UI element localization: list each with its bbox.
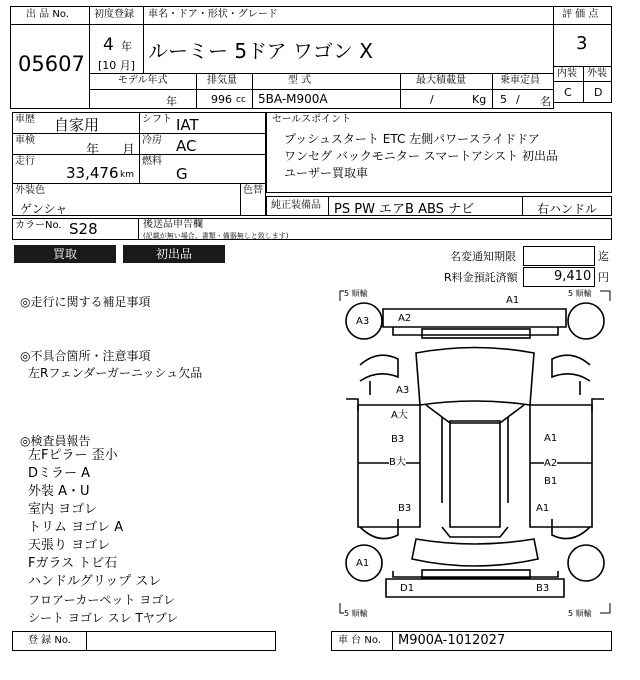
damage-mark: A1 (506, 295, 520, 306)
damage-mark: B1 (544, 476, 558, 487)
recycle-fee-label: R料金預託済額 (444, 271, 518, 284)
damage-mark: A3 (396, 385, 410, 396)
damage-mark: A3 (356, 316, 370, 327)
sales-points-label: セールスポイント (272, 114, 352, 125)
damage-mark: B大 (389, 457, 406, 468)
ac-label: 冷房 (142, 135, 162, 146)
first-registration-year: 4 (103, 35, 114, 55)
corner-label: 5 順輸 (344, 609, 368, 618)
displacement: 996 (211, 93, 232, 106)
inspection-year-unit: 年 (86, 143, 100, 158)
recycle-fee-value: 9,410 (554, 269, 592, 284)
inspection-month-unit: 月 (122, 143, 136, 158)
inspector-item: 左Fピラー 歪小 (28, 448, 118, 463)
color-number-label: カラーNo. (15, 220, 62, 231)
shift: IAT (176, 116, 199, 134)
max-load-label: 最大積載量 (416, 75, 466, 86)
aftermarket-label: 後送品申告欄 (143, 219, 203, 230)
damage-mark: B3 (391, 434, 405, 445)
color: ゲンシャ (20, 202, 68, 216)
mileage-unit: km (120, 170, 134, 180)
registration-number-label: 登 録 No. (28, 635, 71, 646)
exterior-grade: D (594, 86, 603, 99)
name-change-unit: 迄 (598, 250, 609, 263)
driving-notes-title: ◎走行に関する補足事項 (20, 295, 151, 309)
mileage: 33,476 (66, 164, 119, 182)
defects-title: ◎不具合箇所・注意事項 (20, 349, 151, 363)
inspector-item: 天張り ヨゴレ (28, 538, 111, 553)
inspector-item: 外装 A・U (28, 484, 90, 499)
damage-mark: A1 (356, 558, 370, 569)
lot-number: 05607 (18, 52, 85, 76)
damage-mark: D1 (400, 583, 415, 594)
buyback-badge: 買取 (14, 245, 116, 263)
usage: 自家用 (54, 116, 100, 134)
car-name-label: 車名・ドア・形状・グレード (148, 9, 278, 20)
inspector-item: Dミラー A (28, 466, 91, 481)
model-year-label: モデル年式 (118, 75, 168, 86)
inspector-item: フロアーカーペット ヨゴレ (28, 593, 176, 607)
damage-diagram (338, 287, 612, 627)
handle-side: 右ハンドル (537, 202, 598, 216)
fuel-label: 燃料 (142, 156, 162, 167)
score: 3 (576, 33, 588, 54)
sales-point-line: ユーザー買取車 (284, 166, 369, 180)
color-change-label: 色替 (243, 185, 263, 196)
usage-label: 車歴 (15, 114, 35, 125)
corner-label: 5 順輸 (568, 289, 592, 298)
inspector-title: ◎検査員報告 (20, 434, 91, 448)
interior-label: 内装 (557, 68, 577, 79)
color-number: S28 (69, 220, 98, 238)
corner-label: 5 順輸 (568, 609, 592, 618)
car-name: ルーミー 5ドア ワゴン X (148, 39, 373, 63)
inspector-item: 室内 ヨゴレ (28, 502, 98, 517)
displacement-label: 排気量 (207, 75, 237, 86)
score-label: 評 価 点 (562, 9, 599, 20)
capacity: 5 (500, 93, 507, 106)
model: 5BA-M900A (258, 92, 328, 106)
inspector-item: Fガラス トビ石 (28, 556, 118, 571)
lot-number-label: 出 品 No. (26, 9, 69, 20)
first-registration-year-unit: 年 (121, 40, 132, 53)
damage-mark: B3 (398, 503, 412, 514)
car-outline-svg (338, 287, 612, 627)
first-listing-badge: 初出品 (123, 245, 225, 263)
fuel: G (176, 165, 188, 183)
capacity-unit: 名 (540, 95, 551, 108)
max-load-unit: Kg (472, 93, 487, 106)
chassis-number: M900A-1012027 (398, 633, 506, 648)
damage-mark: A2 (544, 458, 558, 469)
color-label: 外装色 (15, 185, 45, 196)
damage-mark: B3 (536, 583, 550, 594)
corner-label: 5 順輸 (344, 289, 368, 298)
recycle-fee-unit: 円 (598, 271, 609, 284)
interior-grade: C (564, 86, 572, 99)
chassis-number-label: 車 台 No. (338, 635, 381, 646)
inspection-label: 車検 (15, 135, 35, 146)
defect-item: 左Rフェンダーガーニッシュ欠品 (28, 366, 203, 380)
sales-point-line: ワンセグ バックモニター スマートアシスト 初出品 (284, 149, 559, 163)
inspector-item: トリム ヨゴレ A (28, 520, 124, 535)
inspector-item: ハンドルグリップ スレ (28, 574, 162, 589)
exterior-label: 外装 (587, 68, 607, 79)
max-load-separator: / (430, 93, 434, 106)
model-label: 型 式 (288, 75, 312, 86)
name-change-label: 名変通知期限 (450, 250, 516, 263)
equipment-label: 純正装備品 (271, 200, 321, 211)
sales-point-line: プッシュスタート ETC 左側パワースライドドア (284, 132, 540, 146)
equipment-value: PS PW エアB ABS ナビ (334, 202, 475, 217)
inspector-item: シート ヨゴレ スレ Tヤブレ (28, 611, 179, 625)
first-registration-month: [10 月] (98, 59, 136, 72)
aftermarket-note: (記載が無い場合、書類・備器無しと致します) (143, 232, 289, 240)
damage-mark: A大 (391, 410, 408, 421)
name-change-box (523, 246, 595, 266)
capacity-label: 乗車定員 (500, 75, 540, 86)
damage-mark: A1 (536, 503, 550, 514)
shift-label: シフト (142, 114, 172, 125)
displacement-unit: cc (236, 95, 246, 105)
first-registration-label: 初度登録 (94, 9, 134, 20)
model-year-unit: 年 (166, 95, 177, 108)
damage-mark: A2 (398, 313, 412, 324)
ac: AC (176, 137, 197, 155)
damage-mark: A1 (544, 433, 558, 444)
capacity-separator: / (516, 93, 520, 106)
mileage-label: 走行 (15, 156, 35, 167)
